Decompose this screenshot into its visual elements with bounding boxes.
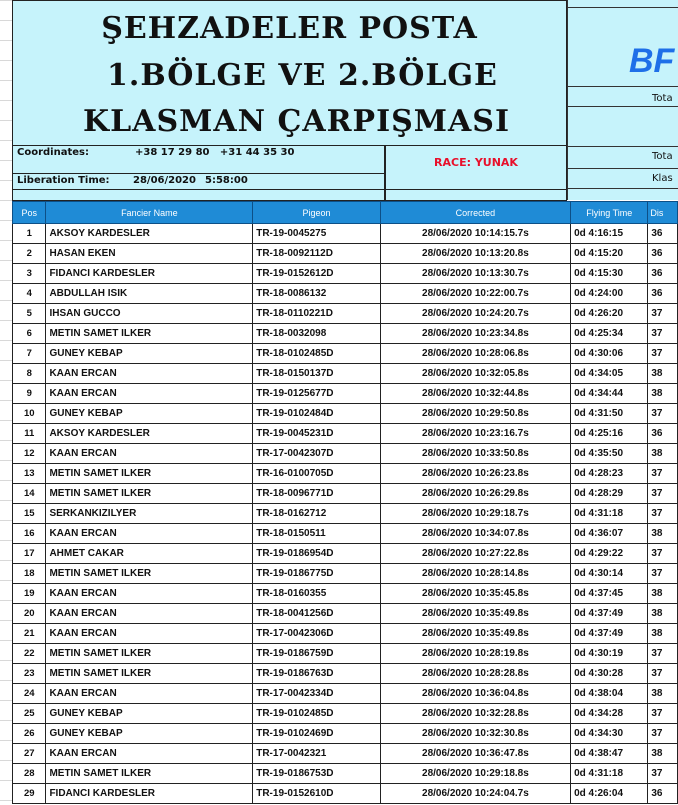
cell-pigeon[interactable]: TR-18-0096771D xyxy=(253,484,381,504)
coordinates-value: +38 17 29 80 +31 44 35 30 xyxy=(135,147,295,158)
cell-pos[interactable]: 13 xyxy=(13,464,46,484)
table-row[interactable] xyxy=(13,684,678,704)
cell-pos[interactable]: 23 xyxy=(13,664,46,684)
table-row[interactable] xyxy=(13,744,678,764)
cell-pos[interactable]: 24 xyxy=(13,684,46,704)
cell-pos[interactable]: 1 xyxy=(13,224,46,244)
coordinates-label: Coordinates: xyxy=(17,147,89,158)
cell-fancier[interactable]: KAAN ERCAN xyxy=(46,624,253,644)
race-label: RACE: YUNAK xyxy=(434,156,518,169)
cell-corrected[interactable]: 28/06/2020 10:24:04.7s xyxy=(380,784,570,804)
cell-pos[interactable]: 7 xyxy=(13,344,46,364)
cell-distance[interactable]: 38 xyxy=(648,444,678,464)
cell-corrected[interactable]: 28/06/2020 10:34:07.8s xyxy=(380,524,570,544)
cell-corrected[interactable]: 28/06/2020 10:13:30.7s xyxy=(380,264,570,284)
cell-pos[interactable]: 6 xyxy=(13,324,46,344)
cell-distance[interactable]: 37 xyxy=(648,544,678,564)
table-row[interactable] xyxy=(13,304,678,324)
cell-pigeon[interactable]: TR-19-0045275 xyxy=(253,224,381,244)
cell-fancier[interactable]: KAAN ERCAN xyxy=(46,444,253,464)
cell-pos[interactable]: 19 xyxy=(13,584,46,604)
cell-pos[interactable]: 25 xyxy=(13,704,46,724)
cell-pos[interactable]: 22 xyxy=(13,644,46,664)
cell-corrected[interactable]: 28/06/2020 10:14:15.7s xyxy=(380,224,570,244)
table-row[interactable] xyxy=(13,764,678,784)
table-row[interactable] xyxy=(13,524,678,544)
cell-corrected[interactable]: 28/06/2020 10:32:30.8s xyxy=(380,724,570,744)
cell-corrected[interactable]: 28/06/2020 10:13:20.8s xyxy=(380,244,570,264)
cell-corrected[interactable]: 28/06/2020 10:23:34.8s xyxy=(380,324,570,344)
col-header-pos[interactable]: Pos xyxy=(13,202,46,224)
cell-corrected[interactable]: 28/06/2020 10:27:22.8s xyxy=(380,544,570,564)
liberation-row[interactable] xyxy=(12,174,385,190)
cell-distance[interactable]: 37 xyxy=(648,484,678,504)
cell-fancier[interactable]: GUNEY KEBAP xyxy=(46,724,253,744)
cell-pigeon[interactable]: TR-19-0152610D xyxy=(253,784,381,804)
cell-fancier[interactable]: METIN SAMET ILKER xyxy=(46,564,253,584)
cell-distance[interactable]: 37 xyxy=(648,464,678,484)
summary-line-3 xyxy=(567,146,678,147)
table-row[interactable] xyxy=(13,244,678,264)
cell-fancier[interactable]: METIN SAMET ILKER xyxy=(46,764,253,784)
cell-pigeon[interactable]: TR-19-0186759D xyxy=(253,644,381,664)
cell-flying-time[interactable]: 0d 4:25:16 xyxy=(571,424,648,444)
table-row[interactable] xyxy=(13,704,678,724)
cell-fancier[interactable]: AHMET CAKAR xyxy=(46,544,253,564)
results-body xyxy=(13,224,678,804)
summary-left-border xyxy=(567,0,568,200)
summary-line-1 xyxy=(567,86,678,87)
cell-flying-time[interactable]: 0d 4:30:19 xyxy=(571,644,648,664)
cell-fancier[interactable]: GUNEY KEBAP xyxy=(46,344,253,364)
cell-pos[interactable]: 17 xyxy=(13,544,46,564)
cell-distance[interactable]: 37 xyxy=(648,724,678,744)
cell-flying-time[interactable]: 0d 4:30:28 xyxy=(571,664,648,684)
cell-corrected[interactable]: 28/06/2020 10:23:16.7s xyxy=(380,424,570,444)
table-row[interactable] xyxy=(13,664,678,684)
cell-distance[interactable]: 36 xyxy=(648,244,678,264)
cell-flying-time[interactable]: 0d 4:37:49 xyxy=(571,624,648,644)
cell-flying-time[interactable]: 0d 4:38:04 xyxy=(571,684,648,704)
cell-pigeon[interactable]: TR-17-0042306D xyxy=(253,624,381,644)
title-line-3: KLASMAN ÇARPIŞMASI xyxy=(83,104,510,139)
title-line-2: 1.BÖLGE VE 2.BÖLGE xyxy=(107,58,498,93)
cell-pigeon[interactable]: TR-18-0162712 xyxy=(253,504,381,524)
cell-fancier[interactable]: GUNEY KEBAP xyxy=(46,704,253,724)
cell-flying-time[interactable]: 0d 4:28:29 xyxy=(571,484,648,504)
cell-distance[interactable]: 36 xyxy=(648,224,678,244)
cell-corrected[interactable]: 28/06/2020 10:29:50.8s xyxy=(380,404,570,424)
title-line-1: ŞEHZADELER POSTA xyxy=(101,11,478,46)
cell-flying-time[interactable]: 0d 4:35:50 xyxy=(571,444,648,464)
summary-line-4 xyxy=(567,168,678,169)
table-row[interactable] xyxy=(13,364,678,384)
table-row[interactable] xyxy=(13,784,678,804)
cell-pigeon[interactable]: TR-17-0042334D xyxy=(253,684,381,704)
cell-fancier[interactable]: KAAN ERCAN xyxy=(46,604,253,624)
cell-corrected[interactable]: 28/06/2020 10:36:47.8s xyxy=(380,744,570,764)
table-row[interactable] xyxy=(13,384,678,404)
table-row[interactable] xyxy=(13,344,678,364)
cell-fancier[interactable]: KAAN ERCAN xyxy=(46,744,253,764)
col-header-distance[interactable]: Dis xyxy=(648,202,678,224)
cell-distance[interactable]: 36 xyxy=(648,284,678,304)
cell-pos[interactable]: 11 xyxy=(13,424,46,444)
cell-fancier[interactable]: FIDANCI KARDESLER xyxy=(46,264,253,284)
cell-distance[interactable]: 37 xyxy=(648,504,678,524)
cell-fancier[interactable]: KAAN ERCAN xyxy=(46,384,253,404)
cell-pigeon[interactable]: TR-16-0100705D xyxy=(253,464,381,484)
cell-corrected[interactable]: 28/06/2020 10:32:28.8s xyxy=(380,704,570,724)
title-block[interactable] xyxy=(12,0,567,146)
cell-pos[interactable]: 10 xyxy=(13,404,46,424)
cell-pos[interactable]: 2 xyxy=(13,244,46,264)
cell-fancier[interactable]: KAAN ERCAN xyxy=(46,524,253,544)
cell-pos[interactable]: 5 xyxy=(13,304,46,324)
cell-pigeon[interactable]: TR-17-0042321 xyxy=(253,744,381,764)
cell-corrected[interactable]: 28/06/2020 10:32:05.8s xyxy=(380,364,570,384)
summary-line-5 xyxy=(567,188,678,189)
cell-distance[interactable]: 37 xyxy=(648,704,678,724)
cell-fancier[interactable]: AKSOY KARDESLER xyxy=(46,224,253,244)
cell-corrected[interactable]: 28/06/2020 10:28:06.8s xyxy=(380,344,570,364)
cell-corrected[interactable]: 28/06/2020 10:24:20.7s xyxy=(380,304,570,324)
cell-flying-time[interactable]: 0d 4:26:04 xyxy=(571,784,648,804)
cell-corrected[interactable]: 28/06/2020 10:28:28.8s xyxy=(380,664,570,684)
cell-distance[interactable]: 38 xyxy=(648,384,678,404)
cell-distance[interactable]: 38 xyxy=(648,624,678,644)
cell-corrected[interactable]: 28/06/2020 10:26:23.8s xyxy=(380,464,570,484)
table-row[interactable] xyxy=(13,444,678,464)
coordinates-row[interactable] xyxy=(12,146,385,174)
summary-top-border xyxy=(567,7,678,8)
table-row[interactable] xyxy=(13,564,678,584)
cell-flying-time[interactable]: 0d 4:36:07 xyxy=(571,524,648,544)
cell-flying-time[interactable]: 0d 4:38:47 xyxy=(571,744,648,764)
cell-pos[interactable]: 12 xyxy=(13,444,46,464)
cell-pigeon[interactable]: TR-19-0125677D xyxy=(253,384,381,404)
cell-distance[interactable]: 37 xyxy=(648,404,678,424)
cell-distance[interactable]: 38 xyxy=(648,744,678,764)
cell-distance[interactable]: 36 xyxy=(648,784,678,804)
cell-pos[interactable]: 16 xyxy=(13,524,46,544)
liberation-label: Liberation Time: xyxy=(17,175,110,186)
cell-pigeon[interactable]: TR-18-0150511 xyxy=(253,524,381,544)
cell-corrected[interactable]: 28/06/2020 10:22:00.7s xyxy=(380,284,570,304)
cell-corrected[interactable]: 28/06/2020 10:35:49.8s xyxy=(380,624,570,644)
cell-flying-time[interactable]: 0d 4:34:30 xyxy=(571,724,648,744)
cell-fancier[interactable]: HASAN EKEN xyxy=(46,244,253,264)
table-row[interactable] xyxy=(13,424,678,444)
cell-corrected[interactable]: 28/06/2020 10:36:04.8s xyxy=(380,684,570,704)
cell-corrected[interactable]: 28/06/2020 10:28:14.8s xyxy=(380,564,570,584)
cell-fancier[interactable]: FIDANCI KARDESLER xyxy=(46,784,253,804)
cell-pigeon[interactable]: TR-19-0102484D xyxy=(253,404,381,424)
cell-fancier[interactable]: KAAN ERCAN xyxy=(46,364,253,384)
cell-fancier[interactable]: METIN SAMET ILKER xyxy=(46,664,253,684)
cell-fancier[interactable]: KAAN ERCAN xyxy=(46,584,253,604)
row-gutter xyxy=(0,0,12,805)
cell-fancier[interactable]: METIN SAMET ILKER xyxy=(46,324,253,344)
cell-pos[interactable]: 28 xyxy=(13,764,46,784)
cell-pigeon[interactable]: TR-19-0102485D xyxy=(253,704,381,724)
summary-total-2: Tota xyxy=(652,151,673,162)
cell-pigeon[interactable]: TR-18-0110221D xyxy=(253,304,381,324)
table-row[interactable] xyxy=(13,724,678,744)
table-row[interactable] xyxy=(13,284,678,304)
cell-corrected[interactable]: 28/06/2020 10:35:45.8s xyxy=(380,584,570,604)
cell-fancier[interactable]: IHSAN GUCCO xyxy=(46,304,253,324)
liberation-date: 28/06/2020 xyxy=(133,175,196,186)
cell-pos[interactable]: 15 xyxy=(13,504,46,524)
cell-pos[interactable]: 9 xyxy=(13,384,46,404)
cell-flying-time[interactable]: 0d 4:29:22 xyxy=(571,544,648,564)
cell-flying-time[interactable]: 0d 4:31:18 xyxy=(571,764,648,784)
cell-pigeon[interactable]: TR-18-0150137D xyxy=(253,364,381,384)
cell-fancier[interactable]: GUNEY KEBAP xyxy=(46,404,253,424)
cell-pigeon[interactable]: TR-18-0102485D xyxy=(253,344,381,364)
cell-pos[interactable]: 8 xyxy=(13,364,46,384)
cell-fancier[interactable]: KAAN ERCAN xyxy=(46,684,253,704)
cell-corrected[interactable]: 28/06/2020 10:29:18.8s xyxy=(380,764,570,784)
summary-line-2 xyxy=(567,106,678,107)
cell-pigeon[interactable]: TR-19-0186753D xyxy=(253,764,381,784)
cell-fancier[interactable]: ABDULLAH ISIK xyxy=(46,284,253,304)
cell-pos[interactable]: 14 xyxy=(13,484,46,504)
table-row[interactable] xyxy=(13,264,678,284)
cell-fancier[interactable]: AKSOY KARDESLER xyxy=(46,424,253,444)
race-cell[interactable] xyxy=(385,146,567,190)
cell-pigeon[interactable]: TR-17-0042307D xyxy=(253,444,381,464)
col-header-corrected[interactable]: Corrected xyxy=(380,202,570,224)
table-row[interactable] xyxy=(13,404,678,424)
table-row[interactable] xyxy=(13,624,678,644)
cell-flying-time[interactable]: 0d 4:30:06 xyxy=(571,344,648,364)
table-row[interactable] xyxy=(13,224,678,244)
cell-flying-time[interactable]: 0d 4:30:14 xyxy=(571,564,648,584)
summary-klas: Klas xyxy=(652,173,673,184)
cell-flying-time[interactable]: 0d 4:34:44 xyxy=(571,384,648,404)
cell-flying-time[interactable]: 0d 4:37:49 xyxy=(571,604,648,624)
cell-corrected[interactable]: 28/06/2020 10:28:19.8s xyxy=(380,644,570,664)
header-row xyxy=(13,202,678,224)
table-row[interactable] xyxy=(13,544,678,564)
cell-distance[interactable]: 36 xyxy=(648,424,678,444)
col-header-flying-time[interactable]: Flying Time xyxy=(571,202,648,224)
summary-panel[interactable] xyxy=(567,0,678,200)
cell-pigeon[interactable]: TR-18-0160355 xyxy=(253,584,381,604)
cell-pigeon[interactable]: TR-19-0186954D xyxy=(253,544,381,564)
cell-pos[interactable]: 27 xyxy=(13,744,46,764)
cell-pos[interactable]: 21 xyxy=(13,624,46,644)
cell-distance[interactable]: 38 xyxy=(648,604,678,624)
blank-row[interactable] xyxy=(12,190,385,201)
cell-pigeon[interactable]: TR-19-0045231D xyxy=(253,424,381,444)
table-row[interactable] xyxy=(13,464,678,484)
cell-pigeon[interactable]: TR-18-0041256D xyxy=(253,604,381,624)
cell-distance[interactable]: 36 xyxy=(648,264,678,284)
liberation-time: 5:58:00 xyxy=(205,175,248,186)
cell-flying-time[interactable]: 0d 4:31:18 xyxy=(571,504,648,524)
cell-distance[interactable]: 37 xyxy=(648,644,678,664)
cell-fancier[interactable]: SERKANKIZILYER xyxy=(46,504,253,524)
cell-distance[interactable]: 37 xyxy=(648,564,678,584)
cell-flying-time[interactable]: 0d 4:31:50 xyxy=(571,404,648,424)
cell-pigeon[interactable]: TR-18-0086132 xyxy=(253,284,381,304)
cell-pigeon[interactable]: TR-19-0186775D xyxy=(253,564,381,584)
cell-flying-time[interactable]: 0d 4:37:45 xyxy=(571,584,648,604)
cell-flying-time[interactable]: 0d 4:34:28 xyxy=(571,704,648,724)
cell-flying-time[interactable]: 0d 4:16:15 xyxy=(571,224,648,244)
cell-corrected[interactable]: 28/06/2020 10:29:18.7s xyxy=(380,504,570,524)
table-row[interactable] xyxy=(13,324,678,344)
cell-flying-time[interactable]: 0d 4:15:30 xyxy=(571,264,648,284)
cell-pos[interactable]: 3 xyxy=(13,264,46,284)
cell-pos[interactable]: 18 xyxy=(13,564,46,584)
cell-flying-time[interactable]: 0d 4:28:23 xyxy=(571,464,648,484)
cell-distance[interactable]: 37 xyxy=(648,304,678,324)
cell-corrected[interactable]: 28/06/2020 10:35:49.8s xyxy=(380,604,570,624)
cell-corrected[interactable]: 28/06/2020 10:26:29.8s xyxy=(380,484,570,504)
col-header-pigeon[interactable]: Pigeon xyxy=(253,202,381,224)
cell-flying-time[interactable]: 0d 4:26:20 xyxy=(571,304,648,324)
cell-distance[interactable]: 37 xyxy=(648,344,678,364)
cell-flying-time[interactable]: 0d 4:25:34 xyxy=(571,324,648,344)
col-header-fancier[interactable]: Fancier Name xyxy=(46,202,253,224)
cell-pigeon[interactable]: TR-19-0152612D xyxy=(253,264,381,284)
cell-flying-time[interactable]: 0d 4:15:20 xyxy=(571,244,648,264)
cell-fancier[interactable]: METIN SAMET ILKER xyxy=(46,464,253,484)
summary-big-text: BF xyxy=(629,42,675,80)
cell-pos[interactable]: 26 xyxy=(13,724,46,744)
table-row[interactable] xyxy=(13,584,678,604)
cell-fancier[interactable]: METIN SAMET ILKER xyxy=(46,644,253,664)
cell-distance[interactable]: 38 xyxy=(648,684,678,704)
cell-flying-time[interactable]: 0d 4:24:00 xyxy=(571,284,648,304)
cell-corrected[interactable]: 28/06/2020 10:32:44.8s xyxy=(380,384,570,404)
cell-pigeon[interactable]: TR-18-0092112D xyxy=(253,244,381,264)
cell-distance[interactable]: 38 xyxy=(648,584,678,604)
cell-distance[interactable]: 37 xyxy=(648,324,678,344)
cell-pigeon[interactable]: TR-19-0186763D xyxy=(253,664,381,684)
cell-pos[interactable]: 4 xyxy=(13,284,46,304)
cell-flying-time[interactable]: 0d 4:34:05 xyxy=(571,364,648,384)
summary-total-1: Tota xyxy=(652,93,673,104)
table-row[interactable] xyxy=(13,504,678,524)
table-row[interactable] xyxy=(13,644,678,664)
table-row[interactable] xyxy=(13,484,678,504)
cell-pos[interactable]: 29 xyxy=(13,784,46,804)
cell-distance[interactable]: 37 xyxy=(648,664,678,684)
cell-distance[interactable]: 37 xyxy=(648,764,678,784)
cell-fancier[interactable]: METIN SAMET ILKER xyxy=(46,484,253,504)
cell-distance[interactable]: 38 xyxy=(648,364,678,384)
cell-distance[interactable]: 38 xyxy=(648,524,678,544)
cell-pos[interactable]: 20 xyxy=(13,604,46,624)
race-blank[interactable] xyxy=(385,190,567,201)
cell-pigeon[interactable]: TR-19-0102469D xyxy=(253,724,381,744)
cell-corrected[interactable]: 28/06/2020 10:33:50.8s xyxy=(380,444,570,464)
results-table xyxy=(12,201,678,804)
table-row[interactable] xyxy=(13,604,678,624)
cell-pigeon[interactable]: TR-18-0032098 xyxy=(253,324,381,344)
